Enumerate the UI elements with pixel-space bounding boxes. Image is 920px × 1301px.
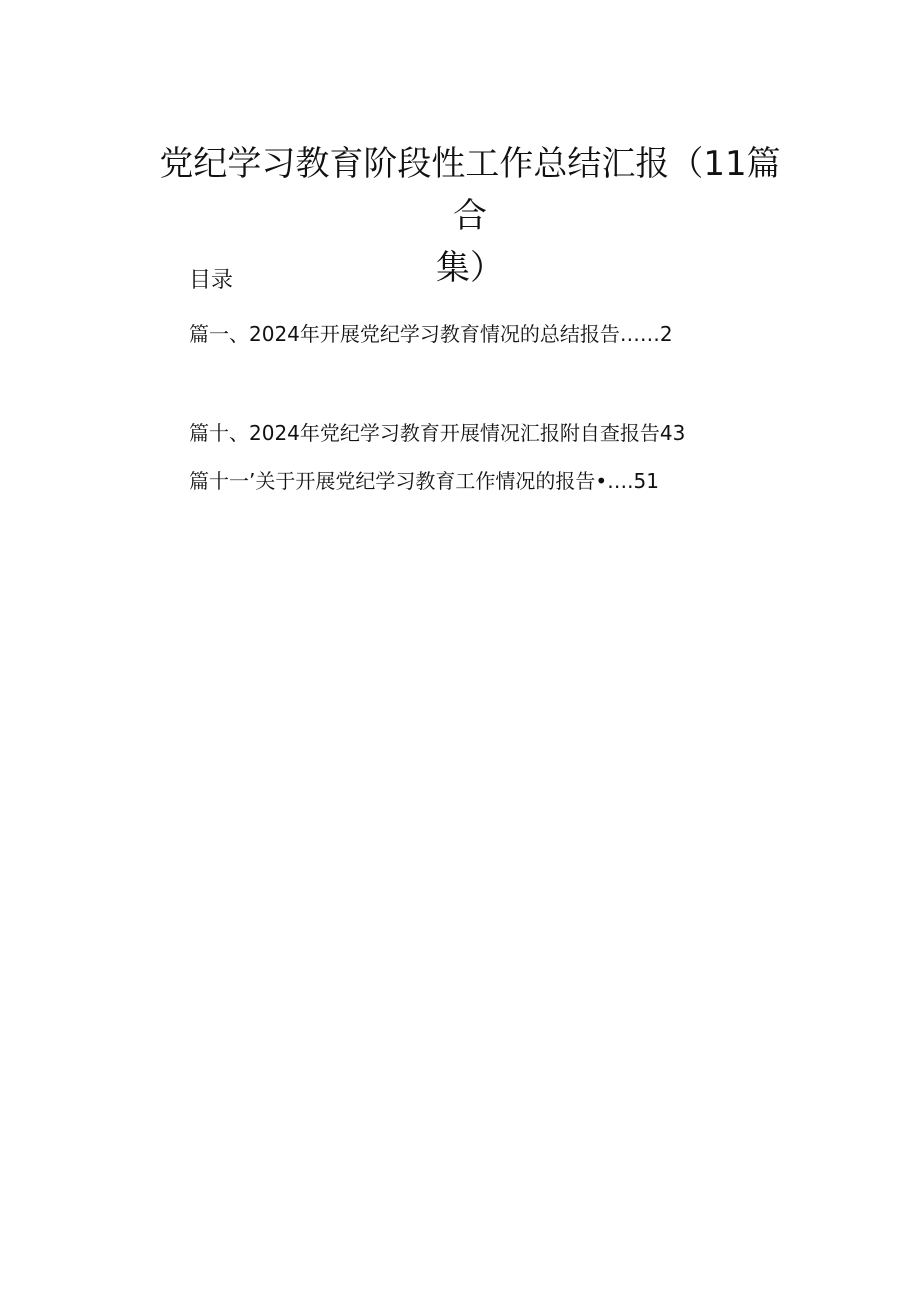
toc-entry-label: 篇十、2024年党纪学习教育开展情况汇报附自查报告 xyxy=(189,421,660,445)
toc-entry[interactable] xyxy=(189,419,685,447)
toc-entry-page-number: 2 xyxy=(659,322,673,346)
toc-entry-page-number: 51 xyxy=(633,469,659,493)
toc-heading: 目录 xyxy=(189,268,234,293)
toc-entry-label: 篇一、2024年开展党纪学习教育情况的总结报告…… xyxy=(189,322,660,346)
toc-entry[interactable] xyxy=(189,467,659,495)
document-title-line-1: 党纪学习教育阶段性工作总结汇报（11篇合 xyxy=(159,144,781,236)
toc-entry[interactable] xyxy=(189,320,673,348)
toc-entry-page-number: 43 xyxy=(659,421,686,445)
toc-entry-label: 篇十一’关于开展党纪学习教育工作情况的报告•…. xyxy=(189,469,634,493)
document-title-line-2: 集） xyxy=(436,248,504,288)
document-title xyxy=(150,138,790,294)
